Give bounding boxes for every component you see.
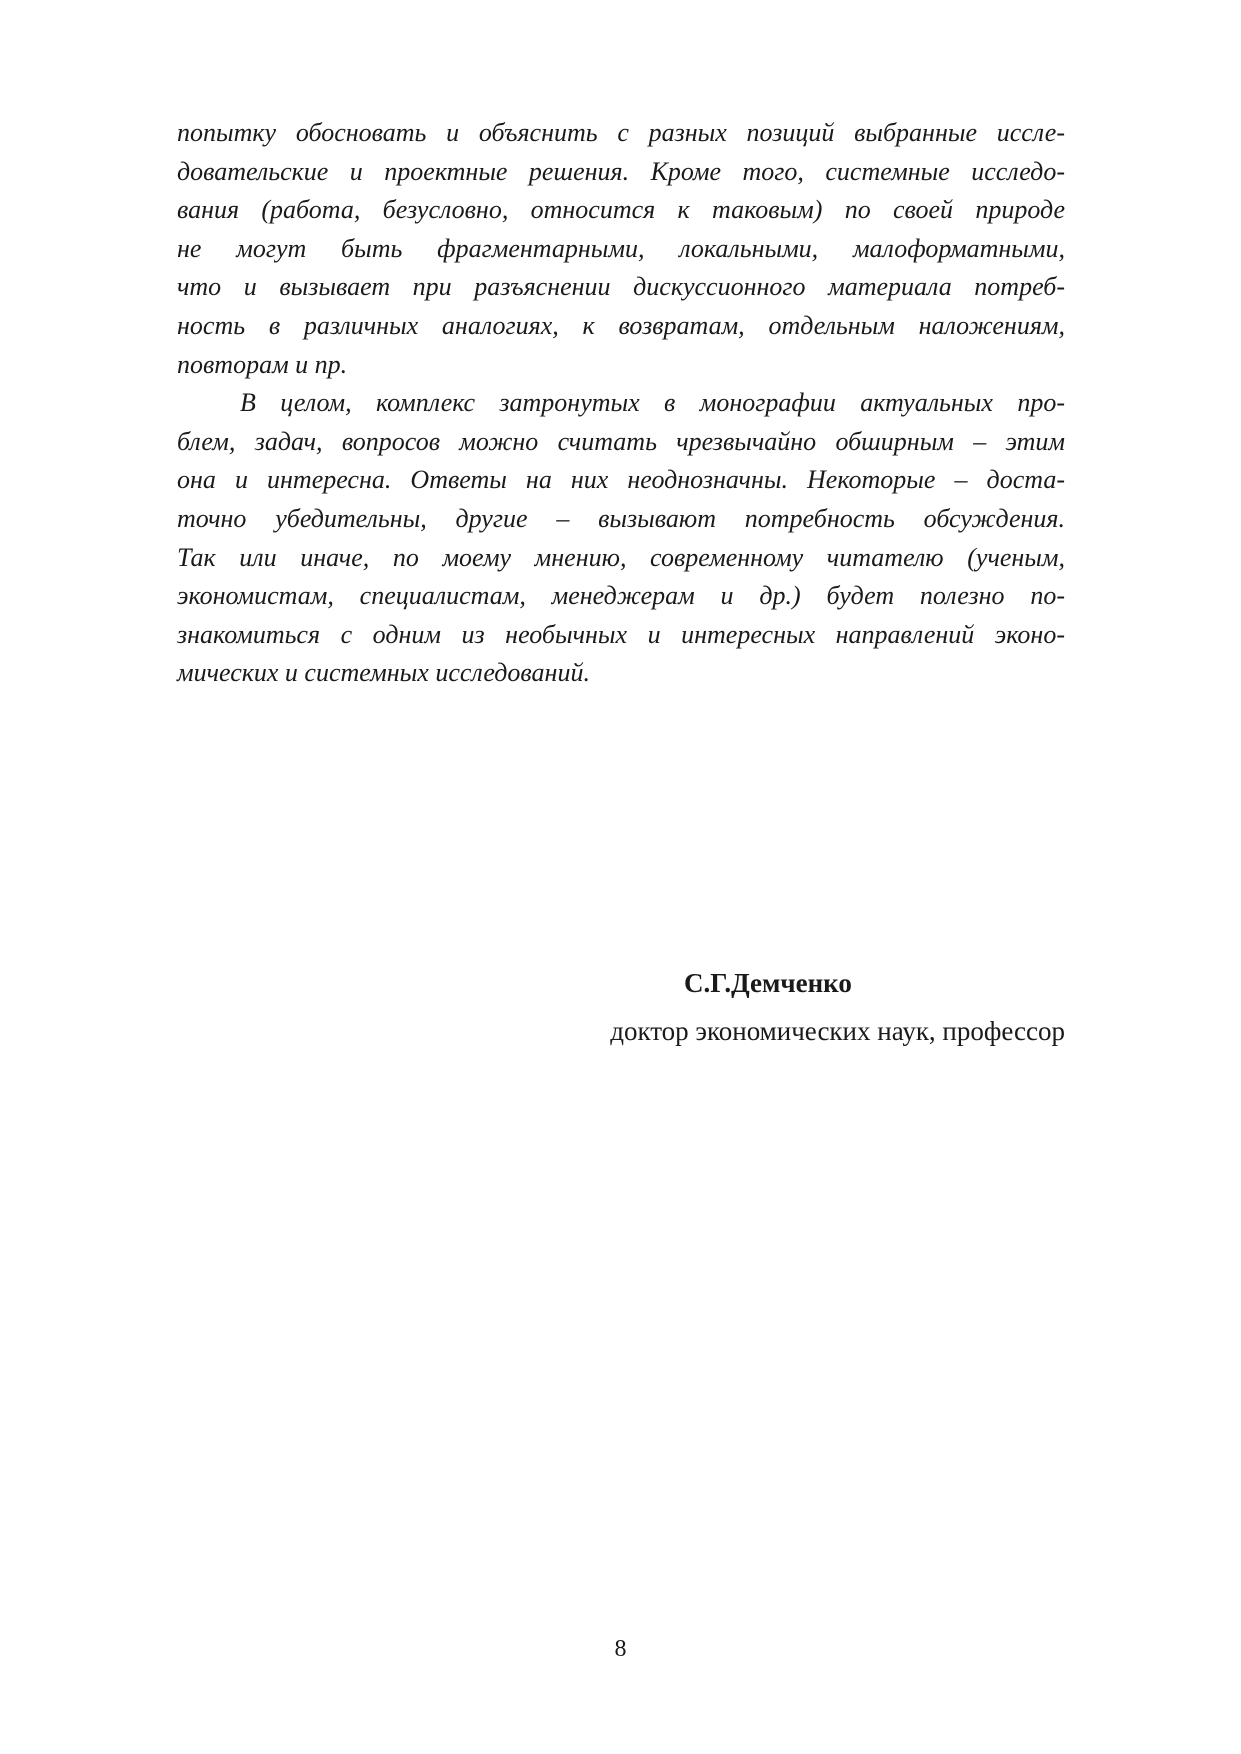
text-line: мических и системных исследований. bbox=[177, 658, 590, 688]
text-line: она и интересна. Ответы на них неоднозначны. Некоторые – доста- bbox=[177, 465, 1065, 495]
text-line: знакомиться с одним из необычных и интересных направлений эконо- bbox=[177, 619, 1065, 649]
body-text bbox=[177, 114, 1065, 693]
text-line: В целом, комплекс затронутых в монографии актуальных про- bbox=[240, 388, 1065, 418]
text-line: точно убедительны, другие – вызывают потребность обсуждения. bbox=[177, 503, 1065, 533]
text-line: что и вызывает при разъяснении дискуссионного материала потреб- bbox=[177, 272, 1065, 302]
text-line: не могут быть фрагментарными, локальными, малоформатными, bbox=[177, 233, 1065, 263]
text-line: ность в различных аналогиях, к возвратам, отдельным наложениям, bbox=[177, 310, 1065, 340]
author-title: доктор экономических наук, профессор bbox=[610, 1016, 1065, 1046]
text-line: экономистам, специалистам, менеджерам и др.) будет полезно по- bbox=[177, 581, 1065, 611]
text-line: блем, задач, вопросов можно считать чрезвычайно обширным – этим bbox=[177, 426, 1065, 456]
page-number: 8 bbox=[614, 1636, 627, 1662]
text-line: Так или иначе, по моему мнению, современному читателю (ученым, bbox=[177, 542, 1065, 572]
paragraph-1 bbox=[177, 114, 1065, 384]
paragraph-2 bbox=[177, 384, 1065, 693]
text-line: повторам и пр. bbox=[177, 349, 348, 379]
author-name: С.Г.Демченко bbox=[684, 968, 852, 998]
text-line: довательские и проектные решения. Кроме того, системные исследо- bbox=[177, 156, 1065, 186]
text-line: вания (работа, безусловно, относится к таковым) по своей природе bbox=[177, 195, 1065, 225]
text-line: попытку обосновать и объяснить с разных позиций выбранные иссле- bbox=[177, 118, 1065, 147]
